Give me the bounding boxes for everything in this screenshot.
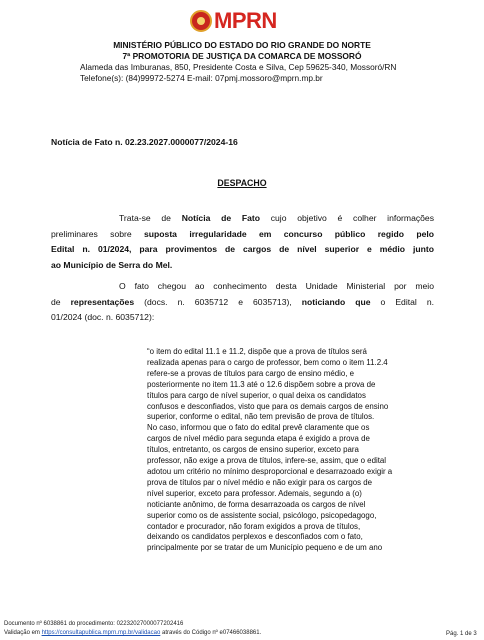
mprn-logo [190, 8, 277, 34]
para2-line2: de representações (docs. n. 6035712 e 6035713), noticiando que o Edital n. [51, 296, 434, 307]
footer-document-line: Documento nº 6038861 do procedimento: 02232027000077202416 [4, 621, 184, 627]
quoted-excerpt [147, 347, 434, 554]
quote-line: posteriormente no item 11.3 até o 12.6 dispõem sobre a prova de [147, 379, 376, 389]
quote-line: títulos, entretanto, os cargos de ensino superior, exceto para [147, 445, 359, 455]
quote-line: “o item do edital 11.1 e 11.2, dispõe que a prova de títulos será [147, 347, 367, 356]
paragraph-1 [51, 211, 434, 273]
para1-line4: ao Município de Serra do Mel. [51, 259, 173, 270]
quote-line: No caso, informou que o fato do edital prevê claramente que os [147, 423, 370, 433]
logo-text: MPRN [214, 8, 277, 33]
seal-icon [190, 10, 212, 32]
org-name: MINISTÉRIO PÚBLICO DO ESTADO DO RIO GRANDE DO NORTE [113, 40, 371, 50]
para1-line1: Trata-se de Notícia de Fato cujo objetivo é colher informações [119, 213, 434, 223]
quote-line: refere-se a provas de títulos para cargo de ensino médio, e [147, 368, 355, 378]
quote-line: nível superior, exceto para professor. Ademais, segundo a (o) [147, 488, 362, 498]
quote-line: adotou um critério no mínimo desproporcional e desarrazoado exigir a [147, 466, 393, 476]
quote-line: contador e procurador, não foram exigidos a prova de títulos, [147, 521, 361, 531]
quote-line: superior, conforme o edital, não tem previsão de prova de títulos. [147, 412, 375, 422]
quote-line: cargos de nível médio para segunda etapa é exigido a prova de [147, 434, 370, 444]
quote-line: superior como os de assistente social, psicólogo, psicopedagogo, [147, 510, 377, 520]
address: Alameda das Imburanas, 850, Presidente Costa e Silva, Cep 59625-340, Mossoró/RN [80, 62, 397, 72]
para2-line1: O fato chegou ao conhecimento desta Unidade Ministerial por meio [119, 281, 434, 291]
quote-line: principalmente por se tratar de um Município pequeno e de um ano [147, 543, 383, 553]
quote-line: títulos para cargo de nível superior, o qual deixa os candidatos [147, 390, 366, 400]
para2-line3: 01/2024 (doc. n. 6035712): [51, 312, 155, 322]
footer-validation-line: Validação em https://consultapublica.mprn.mp.br/validacao através do Código nº e07466038861. [4, 630, 262, 636]
para1-line3: Edital n. 01/2024, para provimentos de cargos de nível superior e médio junto [51, 244, 434, 254]
quote-line: noticiante anônimo, de forma desarrazoada os cargos de nível [147, 499, 366, 509]
validation-link[interactable]: https://consultapublica.mprn.mp.br/validacao [41, 630, 161, 636]
promotoria-name: 7ª PROMOTORIA DE JUSTIÇA DA COMARCA DE MOSSORÓ [122, 51, 362, 61]
document-title: DESPACHO [217, 178, 267, 188]
contact-info: Telefone(s): (84)99972-5274 E-mail: 07pmj.mossoro@mprn.mp.br [80, 73, 323, 83]
noticia-number: Notícia de Fato n. 02.23.2027.0000077/2024-16 [51, 137, 238, 147]
paragraph-2 [51, 279, 434, 326]
quote-line: realizada apenas para o cargo de professor, bem como o item 11.2.4 [147, 357, 388, 367]
page-number: Pág. 1 de 3 [446, 631, 477, 637]
quote-line: prova de títulos par o nível médio e não exigir para os cargos de [147, 477, 373, 487]
quote-line: deixando os candidatos perplexos e desconfiados com o fato, [147, 532, 363, 542]
quote-line: professor, não exige a prova de títulos, infere-se, assim, que o edital [147, 456, 387, 466]
quote-line: confusos e desconfiados, visto que para os demais cargos de ensino [147, 401, 389, 411]
para1-line2: preliminares sobre suposta irregularidade em concurso público regido pelo [51, 228, 434, 239]
